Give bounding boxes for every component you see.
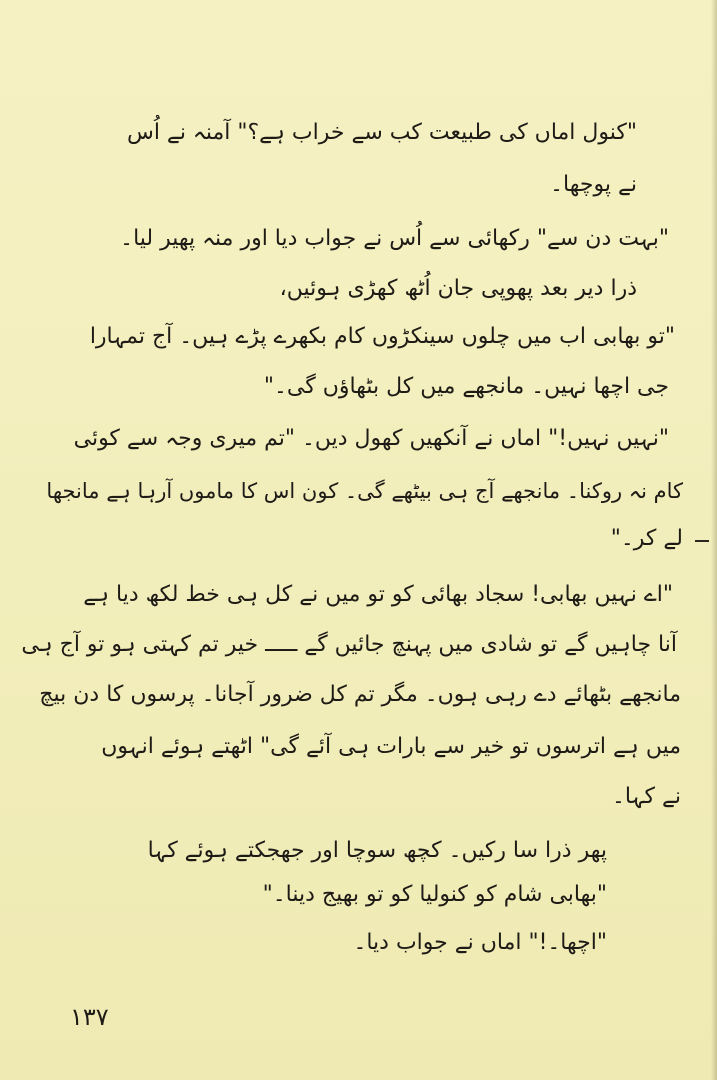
text-line-7: "نہیں نہیں!" اماں نے آنکھیں کھول دیں۔ "تم میری وجہ سے کوئی <box>73 426 669 451</box>
text-line-8: کام نہ روکنا۔ مانجھے آج ہی بیٹھے گی۔ کون اس کا ماموں آرہا ہے مانجھا <box>46 479 683 503</box>
text-line-10: "اے نہیں بھابی! سجاد بھائی کو تو میں نے کل ہی خط لکھ دیا ہے <box>83 582 673 607</box>
margin-mark <box>695 540 709 542</box>
text-line-5: "تو بھابی اب میں چلوں سینکڑوں کام بکھرے پڑے ہیں۔ آج تمہارا <box>89 324 675 349</box>
text-line-4: ذرا دیر بعد پھوپی جان اُٹھ کھڑی ہوئیں، <box>279 276 637 301</box>
text-line-3: "بہت دن سے" رکھائی سے اُس نے جواب دیا اور منہ پھیر لیا۔ <box>120 226 669 251</box>
text-line-2: نے پوچھا۔ <box>550 172 637 197</box>
text-line-6: جی اچھا نہیں۔ مانجھے میں کل بٹھاؤں گی۔" <box>263 374 669 399</box>
page-number: ۱۳۷ <box>70 1003 109 1031</box>
text-line-11: آنا چاہیں گے تو شادی میں پہنچ جائیں گے ـــــ خیر تم کہتی ہو تو آج ہی <box>21 632 677 657</box>
text-line-17: "اچھا۔!" اماں نے جواب دیا۔ <box>353 930 607 955</box>
text-line-9: لے کر۔" <box>610 526 683 551</box>
text-line-13: میں ہے اترسوں تو خیر سے بارات ہی آئے گی" اٹھتے ہوئے انہوں <box>101 734 681 759</box>
text-line-1: "کنول اماں کی طبیعت کب سے خراب ہے؟" آمنہ نے اُس <box>126 120 637 145</box>
text-line-15: پھر ذرا سا رکیں۔ کچھ سوچا اور جھجکتے ہوئے کہا <box>147 838 607 863</box>
text-line-16: "بھابی شام کو کنولیا کو تو بھیج دینا۔" <box>262 882 607 907</box>
text-line-12: مانجھے بٹھائے دے رہی ہوں۔ مگر تم کل ضرور آجانا۔ پرسوں کا دن بیچ <box>39 682 681 707</box>
text-line-14: نے کہا۔ <box>612 784 681 809</box>
page-edge-shadow <box>711 0 717 1080</box>
